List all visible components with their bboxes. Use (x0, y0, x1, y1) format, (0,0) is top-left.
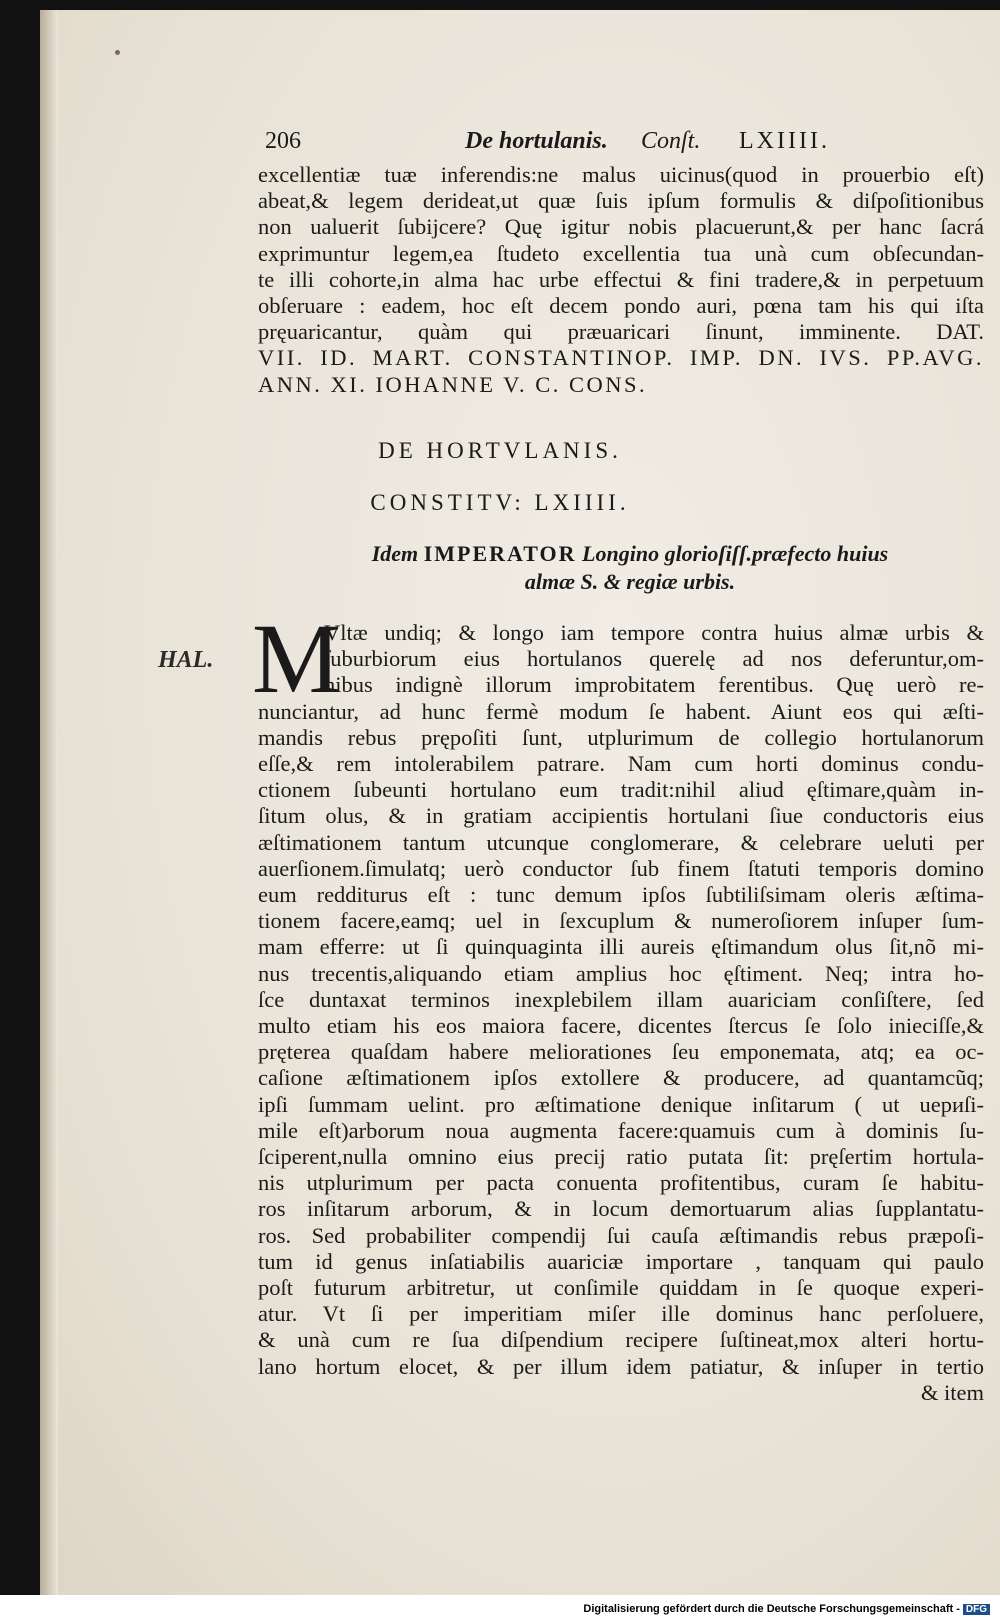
text-line: ipſi ſummam uelint. pro æſtimatione denique inſitarum ( ut uериſi- (258, 1091, 984, 1117)
catchword: & item (920, 1379, 984, 1405)
text-line: atur. Vt ſi per imperitiam miſer ille dominus hanc perſoluere, (258, 1301, 984, 1327)
subheading-imperator: IMPERATOR (423, 541, 577, 566)
text-line: eum redditurus eſt : tunc demum ipſos ſubtiliſsimam oleris æſtima- (258, 882, 984, 908)
digitization-credit (579, 1602, 994, 1616)
drop-cap: M (252, 603, 341, 714)
text-line: tionem facere,eamq; uel in ſexcuplum & numeroſiorem inſuper ſum- (258, 908, 984, 934)
top-text-block (258, 162, 984, 398)
text-line: mandis rebus prępoſiti ſunt, utplurimum de collegio hortulanorum (258, 724, 984, 750)
running-title: De hortulanis. (465, 128, 608, 154)
text-line: mam efferre: ut ſi quinquaginta illi aureis ęſtimandum olus ſit,nõ mi- (258, 934, 984, 960)
text-line: te illi cohorte,in alma hac urbe effectui & fini tradere,& in perpetuum (258, 266, 984, 292)
text-line: ros. Sed probabiliter compendij ſui cauſa æſtimandis rebus præpoſi- (258, 1222, 984, 1248)
text-line: ſuburbiorum eius hortulanos querelę ad nos deferuntur,om- (324, 646, 984, 672)
section-title: DE HORTVLANIS. (378, 438, 622, 463)
text-line: multo etiam his eos maiora facere, dicentes ſtercus ſe ſolo inieciſſe,& (258, 1013, 984, 1039)
text-line: tum id genus inſatiabilis auariciæ importare , tanquam qui paulo (258, 1248, 984, 1274)
ink-spot (115, 50, 120, 55)
constitution-title: CONSTITV: LXIIII. (370, 490, 630, 515)
book-page (40, 10, 1000, 1595)
page-gutter-shadow (40, 10, 58, 1595)
date-line: VII. ID. MART. CONSTANTINOP. IMP. DN. IVS. PP.AVG. (258, 345, 984, 371)
subheading-line1: Longino glorioſiſſ.præfecto huius (582, 541, 889, 566)
consul-line: ANN. XI. IOHANNE V. C. CONS. (258, 371, 648, 397)
text-line: nis utplurimum per pacta conuenta profitentibus, curam ſe habitu- (258, 1170, 984, 1196)
text-line: ſitum olus, & in gratiam accipientis hortulani ſiue conductoris eius (258, 803, 984, 829)
text-line: pręuaricantur, quàm qui præuaricari ſinunt, imminente. DAT. (258, 319, 984, 345)
text-line: nus trecentis,aliquando etiam amplius hoc ęſtiment. Neq; intra ho- (258, 960, 984, 986)
text-line: obſeruare : eadem, hoc eſt decem pondo auri, pœna tam his qui iſta (258, 293, 984, 319)
text-line: lano hortum elocet, & per illum idem patiatur, & inſuper in tertio (258, 1353, 984, 1379)
text-line: pręterea quaſdam habere meliorationes ſeu emponemata, atq; ea oc- (258, 1039, 984, 1065)
text-line: poſt futurum arbitretur, ut conſimile quiddam in ſe quoque experi- (258, 1275, 984, 1301)
text-line: eſſe,& rem intolerabilem patrare. Nam cum horti dominus condu- (258, 751, 984, 777)
text-line: non ualuerit ſubijcere? Quę igitur nobis placuerunt,& per hanc ſacrá (258, 214, 984, 240)
text-line: mile eſt)arborum noua augmenta facere:quamuis cum à dominis ſu- (258, 1117, 984, 1143)
constitution-abbrev: Conſt. (641, 128, 701, 154)
text-line: caſione æſtimationem ipſos extollere & producere, ad quantamcũq; (258, 1065, 984, 1091)
text-line: ctionem ſubeunti hortulano eum tradit:nihil aliud ęſtimare,quàm in- (258, 777, 984, 803)
subheading-idem: Idem (371, 541, 419, 566)
text-line: abeat,& legem derideat,ut quæ ſuis ipſum formulis & diſpoſitionibus (258, 188, 984, 214)
text-line: nunciantur, ad hunc fermè modum ſe habent. Aiunt eos qui æſti- (258, 698, 984, 724)
text-line: ſciperent,nulla omnino eius precij ratio putata ſit: pręſertim hortula- (258, 1144, 984, 1170)
text-line: ros inſitarum arborum, & in locum demortuarum alias ſupplantatu- (258, 1196, 984, 1222)
text-line: & unà cum re ſua diſpendium recipere ſuſtineat,mox alteri hortu- (258, 1327, 984, 1353)
text-line: exprimuntur legem,ea ſtudeto excellentia tua unà cum obſecundan- (258, 240, 984, 266)
text-line: Vltæ undiq; & longo iam tempore contra huius almæ urbis & (324, 620, 984, 645)
text-line: excellentiæ tuæ inferendis:ne malus uicinus(quod in prouerbio eſt) (258, 162, 984, 187)
subheading-line2: almæ S. & regiæ urbis. (524, 569, 736, 594)
page-number: 206 (265, 128, 301, 154)
dfg-logo: DFG (963, 1604, 990, 1615)
text-line: nibus indignè illorum improbitatem ferentibus. Quę uerò re- (324, 672, 984, 698)
main-text-block (258, 620, 984, 1406)
text-line: ſce duntaxat terminos inexplebilem illam auariciam conſiſtere, ſed (258, 986, 984, 1012)
text-line: auerſionem.ſimulatq; uerò conductor ſub finem ſtatuti temporis domino (258, 855, 984, 881)
subheading (280, 540, 980, 596)
margin-note: HAL. (158, 647, 214, 673)
credit-text: Digitalisierung gefördert durch die Deutsche Forschungsgemeinschaft - (583, 1603, 960, 1615)
running-header (265, 128, 965, 162)
constitution-number: LXIIII. (739, 128, 830, 154)
text-line: æſtimationem tantum utcunque conglomerare, & celebrare ueluti per (258, 829, 984, 855)
